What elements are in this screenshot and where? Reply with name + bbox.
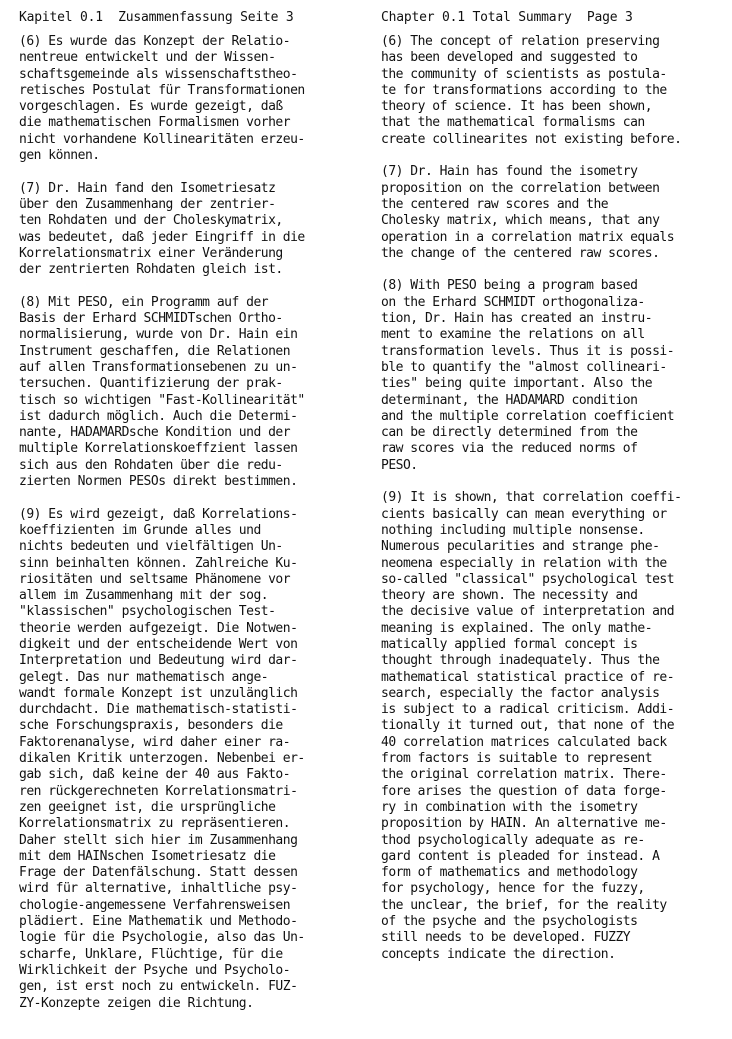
text-line: Korrelationsmatrix einer Veränderung xyxy=(19,245,283,261)
text-line: transformation levels. Thus it is possi- xyxy=(381,343,675,359)
text-line: nentreue entwickelt und der Wissen- xyxy=(19,50,276,66)
text-line: "klassischen" psychologischen Test- xyxy=(19,604,276,620)
text-line: ist dadurch möglich. Auch die Determi- xyxy=(19,408,298,424)
text-line: 40 correlation matrices calculated back xyxy=(381,734,667,750)
text-line: proposition by HAIN. An alternative me- xyxy=(381,816,667,832)
text-line: tionally it turned out, that none of the xyxy=(381,718,675,734)
text-line: (7) Dr. Hain fand den Isometriesatz xyxy=(19,180,276,196)
text-line: (9) It is shown, that correlation coeffi- xyxy=(381,490,682,506)
text-line: has been developed and suggested to xyxy=(381,50,638,66)
text-line: schaftsgemeinde als wissenschaftstheo- xyxy=(19,66,298,82)
text-line: the change of the centered raw scores. xyxy=(381,245,660,261)
text-line: Basis der Erhard SCHMIDTschen Ortho- xyxy=(19,311,283,327)
text-line: the original correlation matrix. There- xyxy=(381,767,667,783)
text-line: so-called "classical" psychological test xyxy=(381,571,675,587)
english-page-header: Chapter 0.1 Total Summary Page 3 xyxy=(381,10,633,25)
text-line: ZY-Konzepte zeigen die Richtung. xyxy=(19,995,254,1011)
text-line: concepts indicate the direction. xyxy=(381,946,616,962)
text-line: sich aus den Rohdaten über die redu- xyxy=(19,457,283,473)
german-page-header: Kapitel 0.1 Zusammenfassung Seite 3 xyxy=(19,10,294,25)
text-line: Cholesky matrix, which means, that any xyxy=(381,213,660,229)
text-line: ry in combination with the isometry xyxy=(381,799,638,815)
text-line: durchdacht. Die mathematisch-statisti- xyxy=(19,702,298,718)
text-line: on the Erhard SCHMIDT orthogonaliza- xyxy=(381,294,645,310)
text-line: die mathematischen Formalismen vorher xyxy=(19,115,291,131)
text-line: zierten Normen PESOs direkt bestimmen. xyxy=(19,474,298,490)
text-line: the decisive value of interpretation and xyxy=(381,604,675,620)
text-line: can be directly determined from the xyxy=(381,425,638,441)
text-line: Instrument geschaffen, die Relationen xyxy=(19,343,291,359)
text-line: gen, ist erst noch zu entwickeln. FUZ- xyxy=(19,979,298,995)
german-paragraphs xyxy=(19,34,351,1012)
text-line: cients basically can mean everything or xyxy=(381,506,667,522)
text-line: fore arises the question of data forge- xyxy=(381,783,667,799)
german-column xyxy=(19,9,351,1028)
text-line: wird für alternative, inhaltliche psy- xyxy=(19,881,298,897)
text-line: ten Rohdaten und der Choleskymatrix, xyxy=(19,213,283,229)
text-line: of the psyche and the psychologists xyxy=(381,914,638,930)
text-line: proposition on the correlation between xyxy=(381,180,660,196)
text-line: meaning is explained. The only mathe- xyxy=(381,620,653,636)
text-line: über den Zusammenhang der zentrier- xyxy=(19,196,276,212)
text-line: determinant, the HADAMARD condition xyxy=(381,392,638,408)
paragraph xyxy=(381,164,713,262)
text-line: koeffizienten im Grunde alles und xyxy=(19,522,261,538)
text-line: gen können. xyxy=(19,148,100,164)
text-line: ties" being quite important. Also the xyxy=(381,376,653,392)
text-line: (6) The concept of relation preserving xyxy=(381,34,660,49)
text-line: nicht vorhandene Kollinearitäten erzeu- xyxy=(19,131,305,147)
text-line: (6) Es wurde das Konzept der Relatio- xyxy=(19,34,291,49)
text-line: Numerous pecularities and strange phe- xyxy=(381,539,660,555)
text-line: theory are shown. The necessity and xyxy=(381,588,638,604)
english-column xyxy=(381,9,713,979)
text-line: der zentrierten Rohdaten gleich ist. xyxy=(19,262,283,278)
text-line: mathematical statistical practice of re- xyxy=(381,669,675,685)
text-line: is subject to a radical criticism. Addi- xyxy=(381,702,675,718)
text-line: search, especially the factor analysis xyxy=(381,685,660,701)
text-line: raw scores via the reduced norms of xyxy=(381,441,638,457)
text-line: ment to examine the relations on all xyxy=(381,327,645,343)
text-line: nichts bedeuten und vielfältigen Un- xyxy=(19,539,283,555)
paragraph xyxy=(19,34,351,164)
text-line: normalisierung, wurde von Dr. Hain ein xyxy=(19,327,298,343)
text-line: was bedeutet, daß jeder Eingriff in die xyxy=(19,229,305,245)
text-line: gab sich, daß keine der 40 aus Fakto- xyxy=(19,767,291,783)
text-line: ren rückgerechneten Korrelationsmatri- xyxy=(19,783,298,799)
text-line: plädiert. Eine Mathematik und Methodo- xyxy=(19,914,298,930)
paragraph xyxy=(19,181,351,279)
text-line: vorgeschlagen. Es wurde gezeigt, daß xyxy=(19,99,283,115)
text-line: mit dem HAINschen Isometriesatz die xyxy=(19,848,276,864)
text-line: PESO. xyxy=(381,457,418,473)
text-line: riositäten und seltsame Phänomene vor xyxy=(19,571,291,587)
english-paragraphs xyxy=(381,34,713,963)
text-line: thod psychologically adequate as re- xyxy=(381,832,645,848)
text-line: gard content is pleaded for instead. A xyxy=(381,848,660,864)
text-line: Frage der Datenfälschung. Statt dessen xyxy=(19,865,298,881)
text-line: theory of science. It has been shown, xyxy=(381,99,653,115)
text-line: multiple Korrelationskoeffzient lassen xyxy=(19,441,298,457)
text-line: nothing including multiple nonsense. xyxy=(381,522,645,538)
text-line: Wirklichkeit der Psyche und Psycholo- xyxy=(19,962,291,978)
text-line: the centered raw scores and the xyxy=(381,196,609,212)
text-line: (8) Mit PESO, ein Programm auf der xyxy=(19,294,269,310)
text-line: gelegt. Das nur mathematisch ange- xyxy=(19,669,269,685)
text-line: from factors is suitable to represent xyxy=(381,751,653,767)
text-line: Faktorenanalyse, wird daher einer ra- xyxy=(19,734,291,750)
text-line: Daher stellt sich hier im Zusammenhang xyxy=(19,832,298,848)
text-line: (9) Es wird gezeigt, daß Korrelations- xyxy=(19,506,298,522)
text-line: ble to quantify the "almost collineari- xyxy=(381,359,667,375)
text-line: create collinearites not existing before. xyxy=(381,131,682,147)
text-line: still needs to be developed. FUZZY xyxy=(381,930,631,946)
text-line: matically applied formal concept is xyxy=(381,636,638,652)
text-line: wandt formale Konzept ist unzulänglich xyxy=(19,685,298,701)
paragraph xyxy=(19,295,351,491)
text-line: operation in a correlation matrix equals xyxy=(381,229,675,245)
text-line: Korrelationsmatrix zu repräsentieren. xyxy=(19,816,291,832)
text-line: that the mathematical formalisms can xyxy=(381,115,645,131)
text-line: scharfe, Unklare, Flüchtige, für die xyxy=(19,946,283,962)
text-line: tion, Dr. Hain has created an instru- xyxy=(381,311,653,327)
text-line: neomena especially in relation with the xyxy=(381,555,667,571)
text-line: Interpretation und Bedeutung wird dar- xyxy=(19,653,298,669)
text-line: sinn beinhalten können. Zahlreiche Ku- xyxy=(19,555,298,571)
text-line: allem im Zusammenhang mit der sog. xyxy=(19,588,269,604)
text-line: zen geeignet ist, die ursprüngliche xyxy=(19,799,276,815)
text-line: digkeit und der entscheidende Wert von xyxy=(19,636,298,652)
text-line: logie für die Psychologie, also das Un- xyxy=(19,930,305,946)
paragraph xyxy=(381,34,713,148)
paragraph xyxy=(381,278,713,474)
text-line: form of mathematics and methodology xyxy=(381,865,638,881)
paragraph xyxy=(19,507,351,1012)
text-line: dikalen Kritik unterzogen. Nebenbei er- xyxy=(19,751,305,767)
text-line: retisches Postulat für Transformationen xyxy=(19,82,305,98)
text-line: (7) Dr. Hain has found the isometry xyxy=(381,164,638,180)
text-line: the unclear, the brief, for the reality xyxy=(381,897,667,913)
text-line: nante, HADAMARDsche Kondition und der xyxy=(19,425,291,441)
text-line: the community of scientists as postula- xyxy=(381,66,667,82)
text-line: for psychology, hence for the fuzzy, xyxy=(381,881,645,897)
text-line: theorie werden aufgezeigt. Die Notwen- xyxy=(19,620,298,636)
text-line: thought through inadequately. Thus the xyxy=(381,653,660,669)
text-line: and the multiple correlation coefficient xyxy=(381,408,675,424)
text-line: tersuchen. Quantifizierung der prak- xyxy=(19,376,283,392)
text-line: tisch so wichtigen "Fast-Kollinearität" xyxy=(19,392,305,408)
text-line: te for transformations according to the xyxy=(381,82,667,98)
text-line: chologie-angemessene Verfahrensweisen xyxy=(19,897,291,913)
text-line: auf allen Transformationsebenen zu un- xyxy=(19,359,298,375)
text-line: (8) With PESO being a program based xyxy=(381,278,638,294)
text-line: sche Forschungspraxis, besonders die xyxy=(19,718,283,734)
paragraph xyxy=(381,490,713,963)
